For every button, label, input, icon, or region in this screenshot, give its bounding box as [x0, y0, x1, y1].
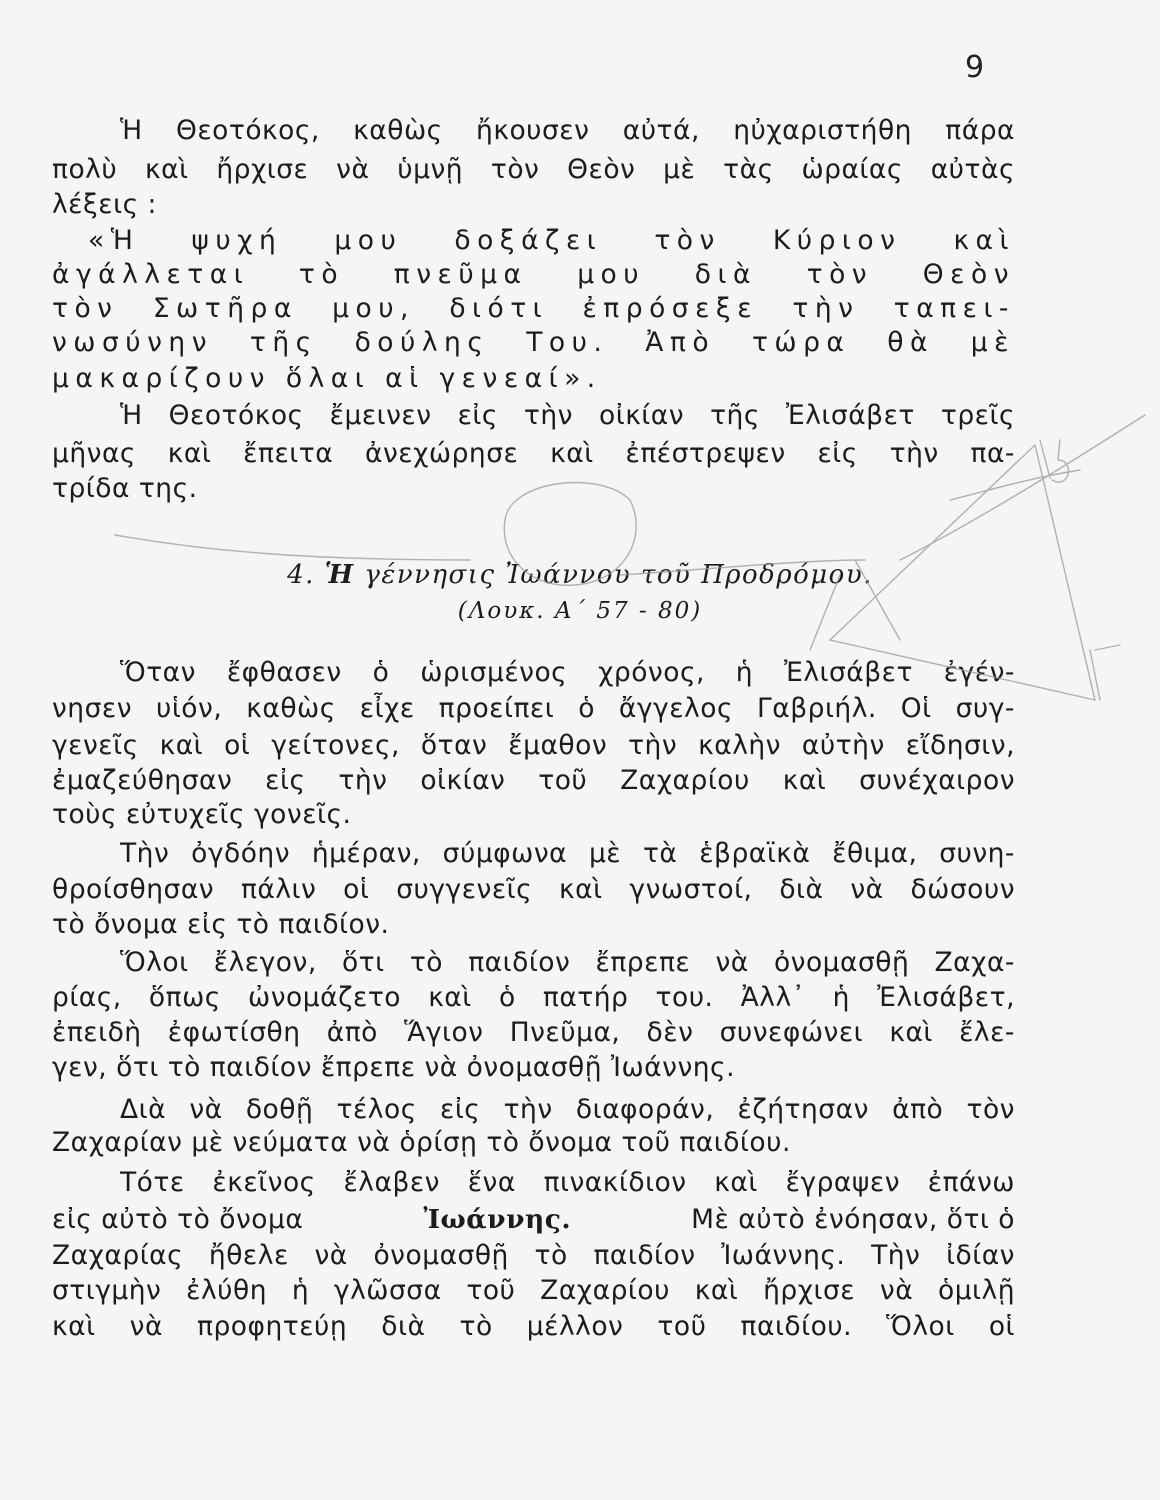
- text-line: γενεῖς καὶ οἱ γείτονες, ὅταν ἔμαθον τὴν καλὴν αὐτὴν εἴδησιν,: [52, 730, 1015, 761]
- emphasized-name: Ἰωάννης.: [423, 1204, 572, 1235]
- pencil-stroke: [115, 535, 470, 560]
- text-line: Ὅλοι ἔλεγον, ὅτι τὸ παιδίον ἔπρεπε νὰ ὀνομασθῇ Ζαχα-: [120, 947, 1015, 978]
- text-line: τρίδα της.: [52, 473, 198, 504]
- text-segment: Μὲ αὐτὸ ἐνόησαν, ὅτι ὁ: [691, 1204, 1015, 1235]
- text-line: πολὺ καὶ ἤρχισε νὰ ὑμνῇ τὸν Θεὸν μὲ τὰς ὡραίας αὐτὰς: [52, 154, 1015, 185]
- text-line: γεν, ὅτι τὸ παιδίον ἔπρεπε νὰ ὀνομασθῇ Ἰωάννης.: [52, 1052, 736, 1083]
- text-line: ἐμαζεύθησαν εἰς τὴν οἰκίαν τοῦ Ζαχαρίου καὶ συνέχαιρον: [52, 765, 1015, 796]
- pencil-stroke: [1090, 645, 1120, 700]
- pencil-circle: [504, 483, 636, 586]
- pencil-stroke: [810, 560, 900, 650]
- text-line: Ζαχαρίαν μὲ νεύματα νὰ ὁρίσῃ τὸ ὄνομα τοῦ παιδίου.: [52, 1127, 791, 1158]
- quote-line: τὸν Σωτῆρα μου, διότι ἐπρόσεξε τὴν ταπει-: [52, 293, 1015, 324]
- text-line: στιγμὴν ἐλύθη ἡ γλῶσσα τοῦ Ζαχαρίου καὶ ἤρχισε νὰ ὁμιλῇ: [52, 1275, 1015, 1306]
- text-line: τὸ ὄνομα εἰς τὸ παιδίον.: [52, 909, 390, 940]
- section-title-text: γέννησις Ἰωάννου τοῦ Προδρόμου.: [364, 560, 873, 590]
- text-line: μῆνας καὶ ἔπειτα ἀνεχώρησε καὶ ἐπέστρεψεν εἰς τὴν πα-: [52, 438, 1015, 469]
- text-line: νησεν υἱόν, καθὼς εἶχε προείπει ὁ ἄγγελος Γαβριήλ. Οἱ συγ-: [52, 693, 1015, 724]
- text-line: τοὺς εὐτυχεῖς γονεῖς.: [52, 799, 352, 830]
- quote-line: μακαρίζουν ὅλαι αἱ γενεαί».: [52, 363, 602, 394]
- pencil-triangle: [830, 445, 1095, 700]
- quote-line: νωσύνην τῆς δούλης Του. Ἀπὸ τώρα θὰ μὲ: [52, 327, 1015, 358]
- text-line: Τὴν ὀγδόην ἡμέραν, σύμφωνα μὲ τὰ ἑβραϊκὰ ἔθιμα, συνη-: [120, 838, 1015, 869]
- section-title-article: Ἡ: [324, 560, 355, 590]
- text-line: ρίας, ὅπως ὠνομάζετο καὶ ὁ πατήρ του. Ἀλλ᾽ ἡ Ἐλισάβετ,: [52, 982, 1015, 1013]
- text-line: Ἡ Θεοτόκος, καθὼς ἤκουσεν αὐτά, ηὐχαριστήθη πάρα: [120, 115, 1015, 146]
- page-number: 9: [965, 50, 985, 85]
- pencil-stroke: [620, 560, 865, 575]
- text-line: Ἡ Θεοτόκος ἔμεινεν εἰς τὴν οἰκίαν τῆς Ἐλισάβετ τρεῖς: [120, 400, 1015, 431]
- text-line: λέξεις :: [52, 189, 157, 220]
- text-line: Διὰ νὰ δοθῇ τέλος εἰς τὴν διαφοράν, ἐζήτησαν ἀπὸ τὸν: [120, 1094, 1015, 1125]
- text-segment: εἰς αὐτὸ τὸ ὄνομα: [52, 1204, 304, 1235]
- section-reference: (Λουκ. Α΄ 57 - 80): [457, 598, 703, 624]
- quote-line: «Ἡ ψυχή μου δοξάζει τὸν Κύριον καὶ: [88, 225, 1015, 256]
- text-line: Τότε ἐκεῖνος ἔλαβεν ἕνα πινακίδιον καὶ ἔγραψεν ἐπάνω: [120, 1167, 1015, 1198]
- quote-line: ἀγάλλεται τὸ πνεῦμα μου διὰ τὸν Θεὸν: [52, 259, 1015, 290]
- text-line: ἐπειδὴ ἐφωτίσθη ἀπὸ Ἅγιον Πνεῦμα, δὲν συνεφώνει καὶ ἔλε-: [52, 1017, 1015, 1048]
- text-line: καὶ νὰ προφητεύῃ διὰ τὸ μέλλον τοῦ παιδίου. Ὅλοι οἱ: [52, 1311, 1015, 1342]
- text-line: Ὅταν ἔφθασεν ὁ ὡρισμένος χρόνος, ἡ Ἐλισάβετ ἐγέν-: [120, 657, 1015, 688]
- text-line: θροίσθησαν πάλιν οἱ συγγενεῖς καὶ γνωστοί, διὰ νὰ δώσουν: [52, 874, 1015, 905]
- pencil-stroke: [1040, 440, 1068, 482]
- section-number: 4.: [287, 560, 315, 590]
- text-line: Ζαχαρίας ἤθελε νὰ ὀνομασθῇ τὸ παιδίον Ἰωάννης. Τὴν ἰδίαν: [52, 1240, 1015, 1271]
